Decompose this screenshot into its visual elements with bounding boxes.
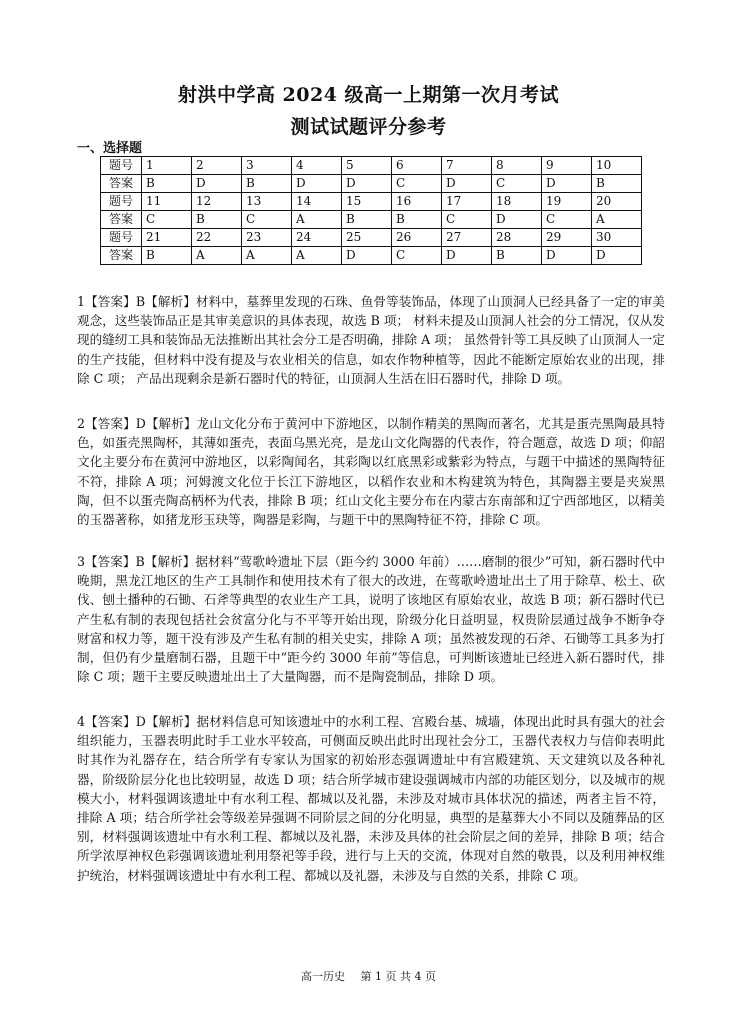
table-cell: 9 — [542, 157, 592, 175]
explanation-head: 3【答案】B【解析】 — [77, 554, 196, 569]
table-cell: 27 — [442, 229, 492, 247]
table-cell: 10 — [592, 157, 642, 175]
table-cell: 22 — [192, 229, 242, 247]
table-cell: D — [192, 175, 242, 193]
table-cell: C — [392, 175, 442, 193]
table-cell: 7 — [442, 157, 492, 175]
table-cell: 21 — [142, 229, 192, 247]
page-title: 射洪中学高 2024 级高一上期第一次月考试 — [177, 84, 560, 106]
table-cell: D — [342, 247, 392, 265]
table-cell: A — [192, 247, 242, 265]
page-footer — [0, 968, 737, 984]
table-cell: A — [292, 247, 342, 265]
table-cell: 15 — [342, 193, 392, 211]
row-label: 答案 — [101, 247, 142, 265]
table-row — [101, 247, 642, 265]
explanation-4 — [77, 712, 665, 885]
table-cell: A — [592, 211, 642, 229]
table-cell: 24 — [292, 229, 342, 247]
table-cell: C — [492, 175, 542, 193]
table-cell: 23 — [242, 229, 292, 247]
table-row — [101, 229, 642, 247]
table-cell: C — [392, 247, 442, 265]
table-cell: C — [142, 211, 192, 229]
table-cell: 30 — [592, 229, 642, 247]
table-cell: C — [242, 211, 292, 229]
explanation-text: 材料中，墓葬里发现的石珠、鱼骨等装饰品，体现了山顶洞人已经具备了一定的审美观念，这些装饰品正是其审美意识的具体表现，故选 B 项； 材料未提及山顶洞人社会的分工情况，仅从发现的缝纫工具和装饰品无法推断出其社会分工是否明确，排除 A 项； 虽然骨针等工具反映了山顶洞人一定的生产技能，但材料中没有提及与农业相关的信息，如农作物种植等，因此不能断定原始农业的出现，排除 C 项； 产品出现剩余是新石器时代的特征，山顶洞人生活在旧石器时代，排除 D 项。 — [77, 294, 665, 386]
table-cell: D — [492, 211, 542, 229]
table-cell: A — [242, 247, 292, 265]
table-cell: B — [342, 211, 392, 229]
table-cell: D — [542, 175, 592, 193]
table-cell: B — [142, 175, 192, 193]
table-row — [101, 193, 642, 211]
footer-subject: 高一历史 — [301, 970, 345, 983]
table-cell: 29 — [542, 229, 592, 247]
table-cell: 4 — [292, 157, 342, 175]
table-cell: 6 — [392, 157, 442, 175]
table-cell: 1 — [142, 157, 192, 175]
table-cell: B — [192, 211, 242, 229]
table-cell: 25 — [342, 229, 392, 247]
explanation-text: 龙山文化分布于黄河中下游地区，以制作精美的黑陶而著名，尤其是蛋壳黑陶最具特色，如蛋壳黑陶杯，其薄如蛋壳，表面乌黑光亮，是龙山文化陶器的代表作，符合题意，故选 D 项；仰韶文化主要分布在黄河中游地区，以彩陶闻名，其彩陶以红底黑彩或紫彩为特点，与题干中描述的黑陶特征不符，排除 A 项；河姆渡文化位于长江下游地区，以稻作农业和木构建筑为特色，其陶器主要是夹炭黑陶，但不以蛋壳陶高柄杯为代表，排除 B 项；红山文化主要分布在内蒙古东南部和辽宁西部地区，以精美的玉器著称，如猪龙形玉玦等，陶器是彩陶，与题干中的黑陶特征不符，排除 C 项。 — [77, 416, 665, 528]
row-label: 答案 — [101, 211, 142, 229]
table-cell: 11 — [142, 193, 192, 211]
table-cell: 13 — [242, 193, 292, 211]
table-cell: 16 — [392, 193, 442, 211]
table-row — [101, 211, 642, 229]
table-cell: 26 — [392, 229, 442, 247]
row-label: 答案 — [101, 175, 142, 193]
table-cell: D — [442, 175, 492, 193]
table-cell: C — [442, 211, 492, 229]
explanation-head: 1【答案】B【解析】 — [77, 294, 196, 309]
table-cell: 19 — [542, 193, 592, 211]
table-cell: D — [592, 247, 642, 265]
table-cell: B — [142, 247, 192, 265]
explanation-head: 4【答案】D【解析】 — [77, 714, 197, 729]
section-heading: 一、选择题 — [77, 141, 143, 156]
table-cell: 5 — [342, 157, 392, 175]
explanation-2 — [77, 414, 665, 529]
table-cell: 20 — [592, 193, 642, 211]
footer-page-number: 第 1 页 共 4 页 — [360, 970, 436, 983]
table-row — [101, 175, 642, 193]
table-cell: D — [442, 247, 492, 265]
row-label: 题号 — [101, 157, 142, 175]
explanation-head: 2【答案】D【解析】 — [77, 416, 197, 431]
table-cell: B — [392, 211, 442, 229]
table-cell: 18 — [492, 193, 542, 211]
table-row — [101, 157, 642, 175]
table-cell: C — [542, 211, 592, 229]
table-cell: B — [592, 175, 642, 193]
table-cell: 2 — [192, 157, 242, 175]
table-cell: A — [292, 211, 342, 229]
table-cell: B — [492, 247, 542, 265]
explanation-1 — [77, 292, 665, 388]
explanation-text: 据材料信息可知该遗址中的水利工程、宫殿台基、城墙，体现出此时具有强大的社会组织能力，玉器表明此时手工业水平较高，可侧面反映出此时出现社会分工，玉器代表权力与信仰表明此时其作为礼器存在，结合所学有专家认为国家的初始形态强调遗址中有宫殿建筑、天文建筑以及各种礼器，阶级阶层分化也比较明显，故选 D 项；结合所学城市建设强调城市内部的功能区划分，以及城市的规模大小，材料强调该遗址中有水利工程、都城以及礼器，未涉及对城市具体状况的描述，两者主旨不符，排除 A 项；结合所学社会等级差异强调不同阶层之间的分化明显，典型的是墓葬大小不同以及随葬品的区别，材料强调该遗址中有水利工程、都城以及礼器，未涉及具体的社会阶层之间的差异，排除 B 项；结合所学浓厚神权色彩强调该遗址利用祭祀等手段，进行与上天的交流，体现对自然的敬畏，以及利用神权维护统治，材料强调该遗址中有水利工程、都城以及礼器，未涉及与自然的关系，排除 C 项。 — [77, 714, 665, 883]
table-cell: D — [292, 175, 342, 193]
row-label: 题号 — [101, 229, 142, 247]
explanation-3 — [77, 552, 665, 686]
table-cell: D — [342, 175, 392, 193]
table-cell: 17 — [442, 193, 492, 211]
table-cell: B — [242, 175, 292, 193]
table-cell: D — [542, 247, 592, 265]
table-cell: 14 — [292, 193, 342, 211]
explanation-text: 据材料“莺歌岭遗址下层（距今约 3000 年前）……磨制的很少”可知，新石器时代中晚期，黑龙江地区的生产工具制作和使用技术有了很大的改进，在莺歌岭遗址出土了用于除草、松土、砍伐、刨土播种的石锄、石斧等典型的农业生产工具，说明了该地区有原始农业，故选 B 项；新石器时代已产生私有制的表现包括社会贫富分化与不平等开始出现，阶级分化日益明显，权贵阶层通过战争不断争夺财富和权力等，题干没有涉及产生私有制的相关史实，排除 A 项；虽然被发现的石斧、石锄等工具多为打制，但仍有少量磨制石器，且题干中“距今约 3000 年前”等信息，可判断该遗址已经进入新石器时代，排除 C 项；题干主要反映遗址出土了大量陶器，而不是陶瓷制品，排除 D 项。 — [77, 554, 665, 685]
table-cell: 12 — [192, 193, 242, 211]
answer-table — [100, 156, 642, 265]
table-cell: 28 — [492, 229, 542, 247]
page-subtitle: 测试试题评分参考 — [290, 116, 447, 138]
table-cell: 3 — [242, 157, 292, 175]
table-cell: 8 — [492, 157, 542, 175]
row-label: 题号 — [101, 193, 142, 211]
